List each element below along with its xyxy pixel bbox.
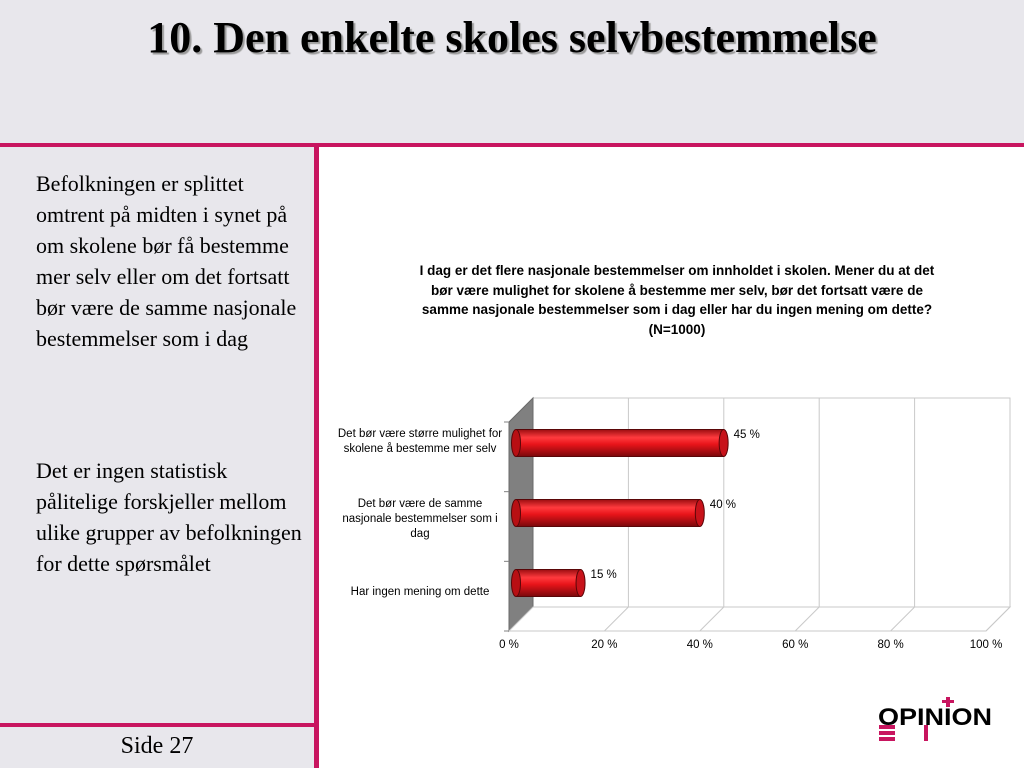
x-tick-label: 60 % bbox=[782, 639, 809, 651]
bar-cap-start bbox=[512, 430, 521, 457]
category-label: Har ingen mening om dette bbox=[350, 586, 490, 598]
bar-cap-start bbox=[512, 570, 521, 597]
category-label: Det bør være større mulighet for skolene å bestemme mer selv bbox=[337, 428, 503, 455]
bar-cap-end bbox=[695, 500, 704, 527]
x-tick-label: 0 % bbox=[499, 639, 519, 651]
bar-cap-start bbox=[512, 500, 521, 527]
x-tick-label: 20 % bbox=[591, 639, 618, 651]
chart-title: I dag er det flere nasjonale bestemmelser om innholdet i skolen. Mener du at det bør være mulighet for skolene å bestemme mer selv, bør det fortsatt være de samme nasjonale bestemmelser som i dag eller har du ingen mening om dette? (N=1000) bbox=[419, 263, 935, 337]
opinion-logo bbox=[876, 697, 996, 747]
data-label: 15 % bbox=[590, 569, 617, 581]
x-tick-label: 80 % bbox=[877, 639, 904, 651]
data-label: 40 % bbox=[709, 499, 737, 511]
text-panel bbox=[0, 147, 314, 768]
slide-title: 10. Den enkelte skoles selvbestemmelse bbox=[147, 13, 877, 62]
bar-chart bbox=[319, 147, 1024, 768]
page-number: Side 27 bbox=[120, 733, 194, 759]
bar bbox=[516, 570, 581, 597]
bar-cap-end bbox=[719, 430, 728, 457]
paragraph-summary: Befolkningen er splittet omtrent på midten i synet på om skolene bør få bestemme mer selv eller om det fortsatt bør være de samme nasjonale bestemmelser som i dag bbox=[36, 171, 297, 351]
category-label: Det bør være de samme nasjonale bestemmelser som i dag bbox=[342, 498, 498, 540]
x-tick-label: 40 % bbox=[686, 639, 713, 651]
chart-panel bbox=[319, 147, 1024, 768]
paragraph-note: Det er ingen statistisk pålitelige forskjeller mellom ulike grupper av befolkningen for dette spørsmålet bbox=[36, 458, 302, 576]
logo-wordmark: OPINION bbox=[878, 704, 992, 731]
chart-floor bbox=[509, 607, 1010, 631]
data-label: 45 % bbox=[733, 429, 760, 441]
slide-title-area bbox=[0, 0, 1024, 143]
bar bbox=[516, 500, 700, 527]
x-tick-label: 100 % bbox=[969, 639, 1003, 651]
bar-cap-end bbox=[576, 570, 585, 597]
footer bbox=[0, 727, 314, 768]
bar bbox=[516, 430, 724, 457]
